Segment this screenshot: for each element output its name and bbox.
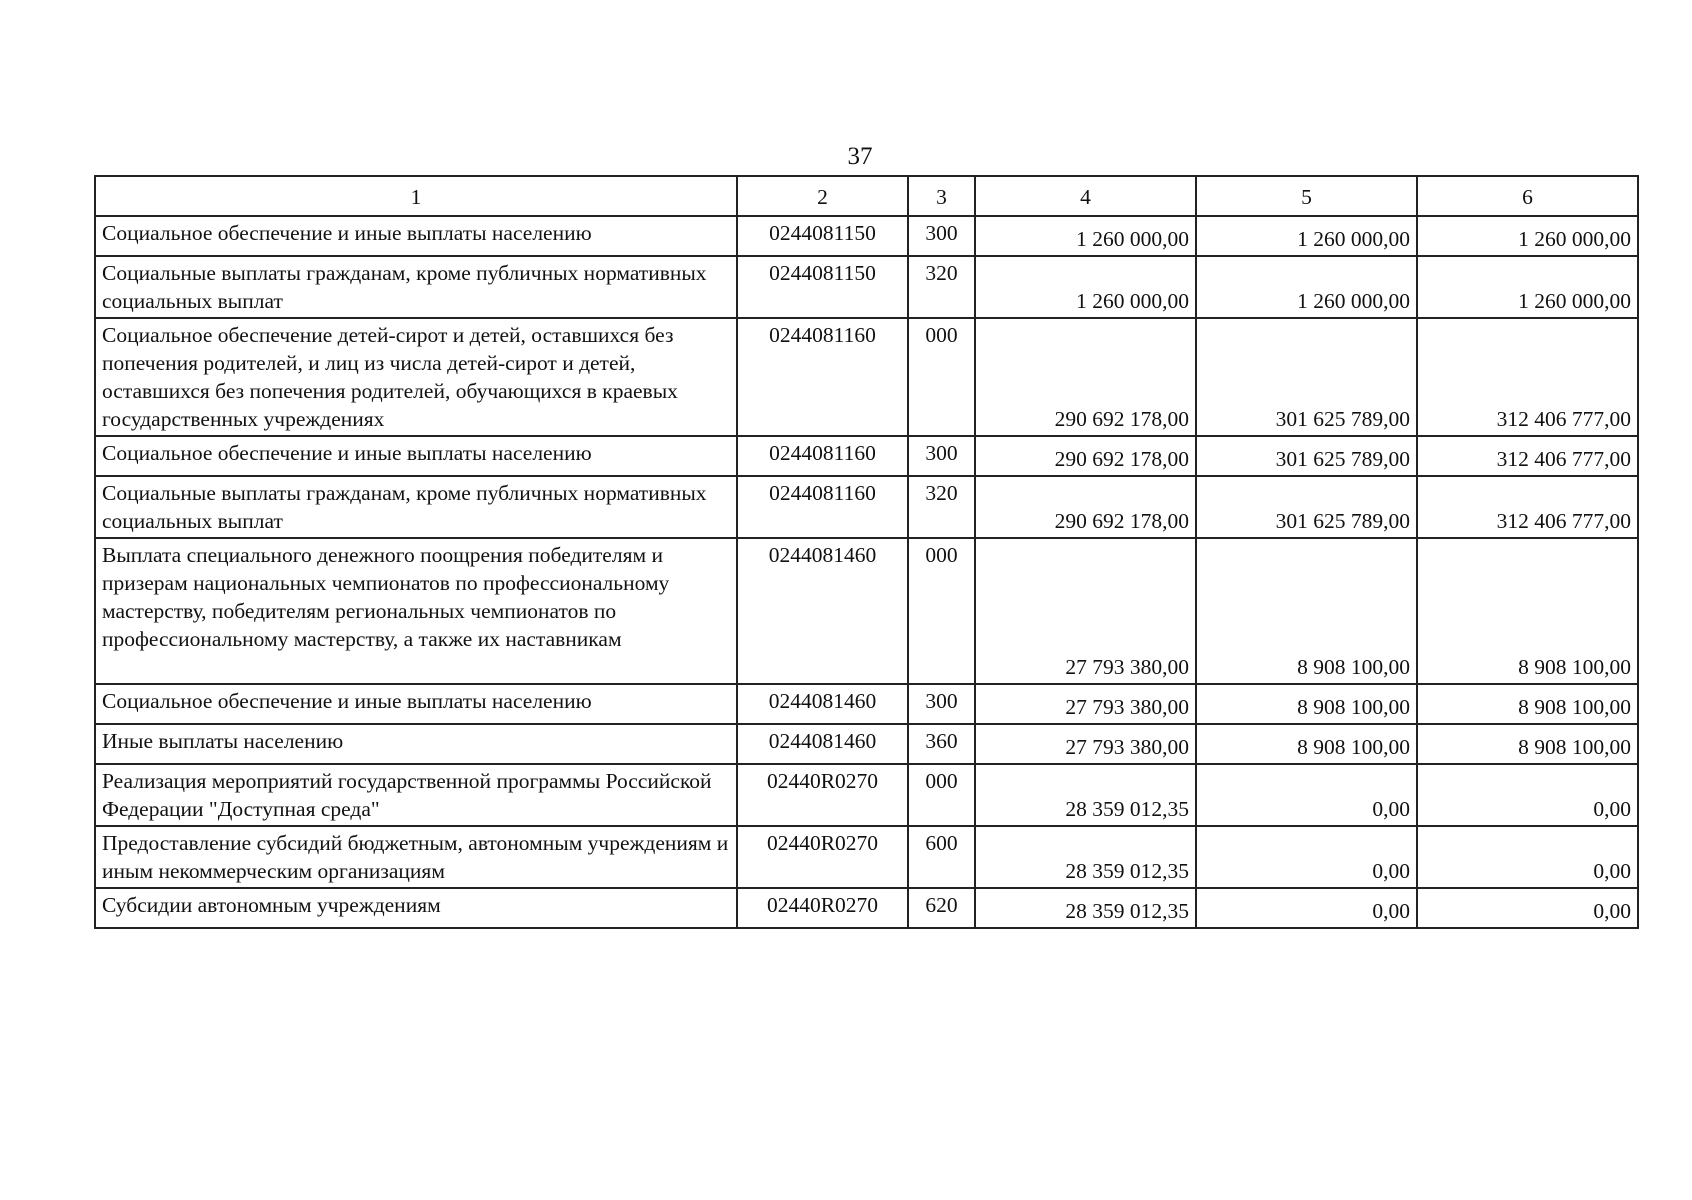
- row-code: 0244081160: [737, 318, 908, 436]
- column-header: 3: [908, 176, 975, 216]
- table-row: [95, 318, 1638, 436]
- row-amount: 312 406 777,00: [1417, 436, 1638, 476]
- row-kind: 300: [908, 436, 975, 476]
- page-number: 37: [847, 143, 873, 170]
- row-name: Социальное обеспечение детей-сирот и детей, оставшихся без попечения родителей, и лиц из числа детей-сирот и детей, оставшихся без попечения родителей, обучающихся в краевых государственных учреждениях: [95, 318, 737, 436]
- row-kind: 000: [908, 538, 975, 684]
- row-amount: 28 359 012,35: [975, 826, 1196, 888]
- row-code: 02440R0270: [737, 826, 908, 888]
- column-header: 2: [737, 176, 908, 216]
- column-header: 1: [95, 176, 737, 216]
- row-amount: 28 359 012,35: [975, 764, 1196, 826]
- row-amount: 1 260 000,00: [975, 216, 1196, 256]
- column-header: 4: [975, 176, 1196, 216]
- table-row: [95, 476, 1638, 538]
- column-header: 5: [1196, 176, 1417, 216]
- row-amount: 0,00: [1417, 764, 1638, 826]
- row-amount: 312 406 777,00: [1417, 318, 1638, 436]
- row-code: 0244081460: [737, 724, 908, 764]
- table-row: [95, 684, 1638, 724]
- table-row: [95, 538, 1638, 684]
- row-amount: 290 692 178,00: [975, 476, 1196, 538]
- table-row: [95, 724, 1638, 764]
- row-code: 0244081160: [737, 436, 908, 476]
- row-code: 0244081150: [737, 256, 908, 318]
- row-name: Социальное обеспечение и иные выплаты населению: [95, 684, 737, 724]
- row-kind: 300: [908, 216, 975, 256]
- row-code: 02440R0270: [737, 764, 908, 826]
- row-code: 02440R0270: [737, 888, 908, 928]
- table-row: [95, 256, 1638, 318]
- row-name: Выплата специального денежного поощрения победителям и призерам национальных чемпионатов по профессиональному мастерству, победителям региональных чемпионатов по профессиональному мастерству, а также их наставникам: [95, 538, 737, 684]
- row-amount: 27 793 380,00: [975, 724, 1196, 764]
- row-amount: 27 793 380,00: [975, 538, 1196, 684]
- row-amount: 1 260 000,00: [975, 256, 1196, 318]
- row-code: 0244081460: [737, 684, 908, 724]
- row-name: Социальные выплаты гражданам, кроме публичных нормативных социальных выплат: [95, 476, 737, 538]
- row-kind: 320: [908, 476, 975, 538]
- row-name: Реализация мероприятий государственной программы Российской Федерации "Доступная среда": [95, 764, 737, 826]
- row-kind: 600: [908, 826, 975, 888]
- row-code: 0244081160: [737, 476, 908, 538]
- table-row: [95, 888, 1638, 928]
- row-amount: 8 908 100,00: [1196, 538, 1417, 684]
- row-amount: 28 359 012,35: [975, 888, 1196, 928]
- row-kind: 360: [908, 724, 975, 764]
- row-amount: 0,00: [1417, 826, 1638, 888]
- budget-table: [94, 175, 1639, 929]
- row-amount: 8 908 100,00: [1417, 724, 1638, 764]
- table-row: [95, 826, 1638, 888]
- row-amount: 301 625 789,00: [1196, 318, 1417, 436]
- column-header: 6: [1417, 176, 1638, 216]
- row-amount: 0,00: [1196, 764, 1417, 826]
- row-amount: 27 793 380,00: [975, 684, 1196, 724]
- row-amount: 0,00: [1196, 888, 1417, 928]
- row-amount: 1 260 000,00: [1417, 216, 1638, 256]
- row-amount: 1 260 000,00: [1196, 256, 1417, 318]
- row-name: Иные выплаты населению: [95, 724, 737, 764]
- row-code: 0244081150: [737, 216, 908, 256]
- row-kind: 620: [908, 888, 975, 928]
- row-name: Социальные выплаты гражданам, кроме публичных нормативных социальных выплат: [95, 256, 737, 318]
- row-name: Социальное обеспечение и иные выплаты населению: [95, 216, 737, 256]
- row-amount: 290 692 178,00: [975, 318, 1196, 436]
- row-amount: 290 692 178,00: [975, 436, 1196, 476]
- table-row: [95, 764, 1638, 826]
- row-amount: 301 625 789,00: [1196, 476, 1417, 538]
- row-amount: 1 260 000,00: [1196, 216, 1417, 256]
- row-kind: 320: [908, 256, 975, 318]
- row-amount: 8 908 100,00: [1196, 684, 1417, 724]
- row-name: Субсидии автономным учреждениям: [95, 888, 737, 928]
- row-amount: 312 406 777,00: [1417, 476, 1638, 538]
- row-code: 0244081460: [737, 538, 908, 684]
- row-amount: 8 908 100,00: [1417, 538, 1638, 684]
- table-row: [95, 436, 1638, 476]
- table-row: [95, 216, 1638, 256]
- row-kind: 000: [908, 764, 975, 826]
- row-amount: 8 908 100,00: [1417, 684, 1638, 724]
- row-amount: 1 260 000,00: [1417, 256, 1638, 318]
- table-header-row: [95, 176, 1638, 216]
- row-name: Предоставление субсидий бюджетным, автономным учреждениям и иным некоммерческим организациям: [95, 826, 737, 888]
- row-kind: 000: [908, 318, 975, 436]
- row-amount: 8 908 100,00: [1196, 724, 1417, 764]
- row-amount: 301 625 789,00: [1196, 436, 1417, 476]
- row-amount: 0,00: [1417, 888, 1638, 928]
- row-name: Социальное обеспечение и иные выплаты населению: [95, 436, 737, 476]
- row-amount: 0,00: [1196, 826, 1417, 888]
- row-kind: 300: [908, 684, 975, 724]
